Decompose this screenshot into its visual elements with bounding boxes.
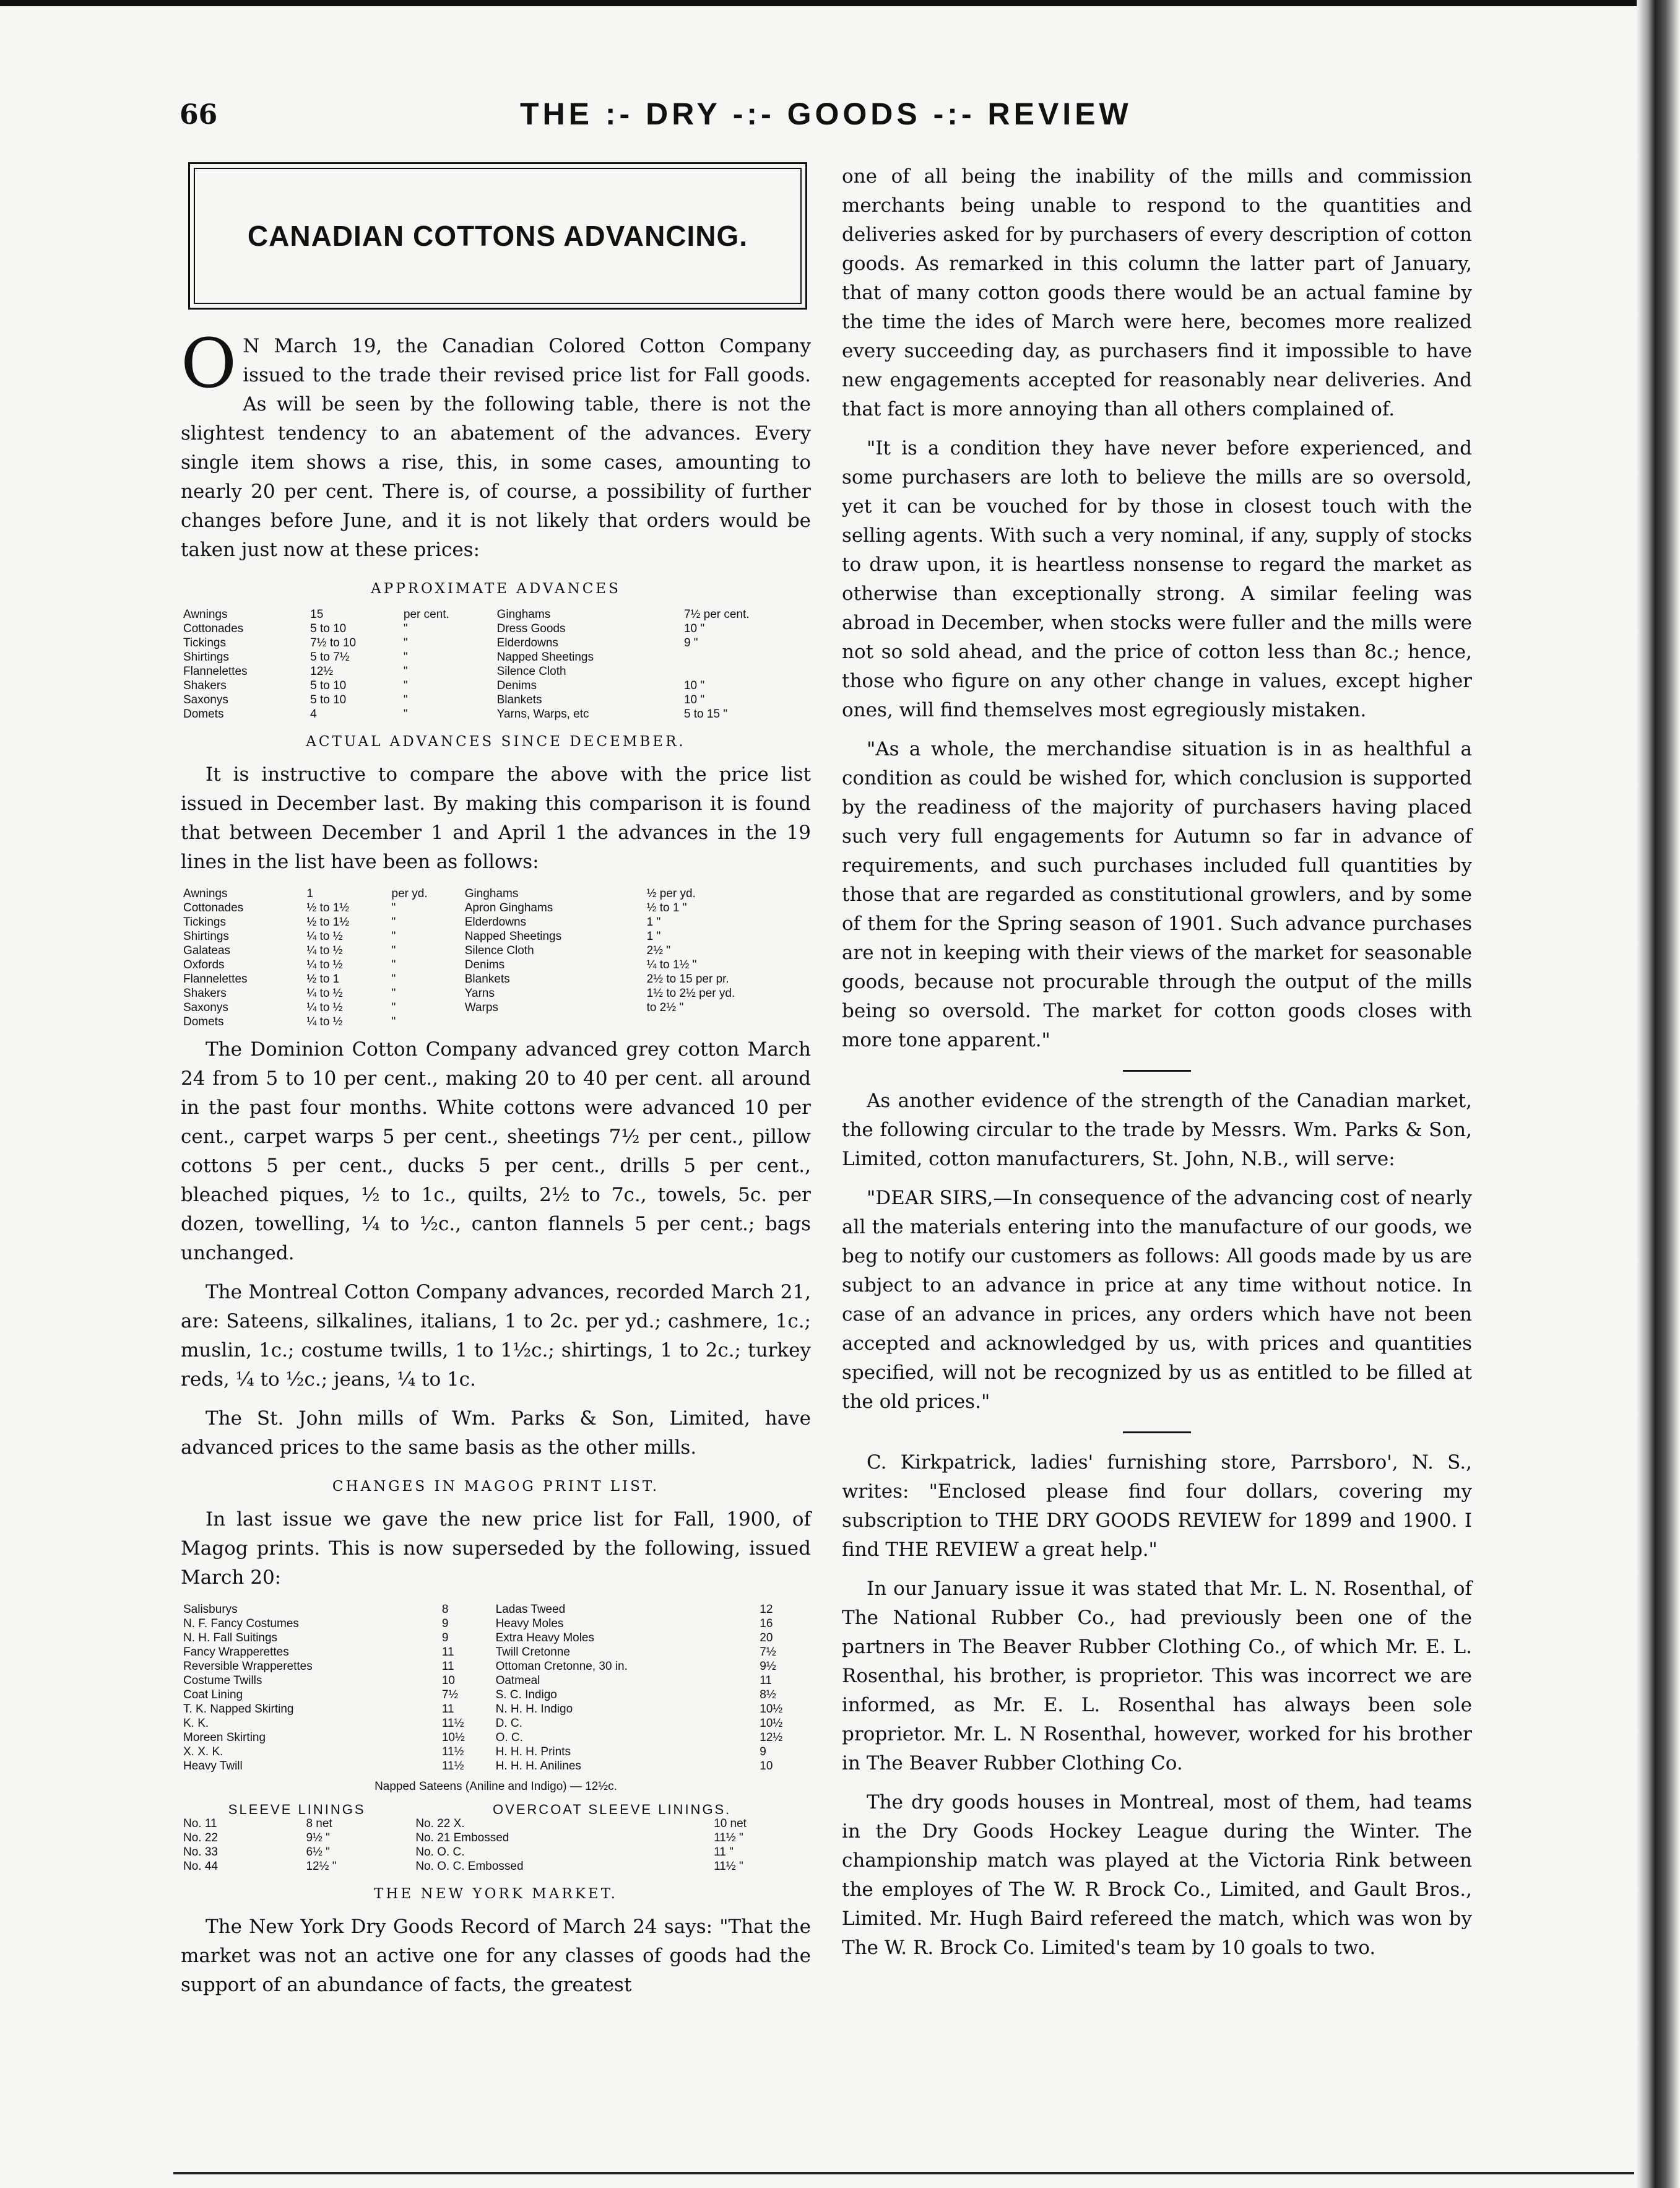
table-cell: N. H. Fall Suitings <box>183 1631 278 1644</box>
table-cell: No. 22 X. <box>415 1817 465 1830</box>
table-row <box>181 1845 811 1859</box>
table-cell: Denims <box>496 679 537 692</box>
running-title: THE :- DRY -:- GOODS -:- REVIEW <box>520 97 1132 131</box>
table-cell: Blankets <box>496 693 542 706</box>
table-cell: 1 <box>306 887 313 900</box>
table-cell: 8 <box>441 1603 449 1616</box>
table-cell: 1½ to 2½ per yd. <box>646 987 735 1000</box>
table-cell: Galateas <box>183 944 231 957</box>
table-cell: Heavy Twill <box>183 1760 243 1773</box>
table-cell: 5 to 10 <box>310 693 347 706</box>
table-cell: No. 33 <box>183 1846 218 1859</box>
table-cell: 11½ " <box>714 1860 743 1873</box>
table-cell: 1 " <box>646 916 661 929</box>
page-binding-edge <box>1637 0 1680 2188</box>
table-cell: Apron Ginghams <box>464 901 553 914</box>
approx-advances-heading: APPROXIMATE ADVANCES <box>371 581 621 597</box>
table-cell: No. O. C. Embossed <box>415 1860 524 1873</box>
table-cell: to 2½ " <box>646 1001 684 1014</box>
table-cell: 10 <box>760 1760 773 1773</box>
paragraph: C. Kirkpatrick, ladies' furnishing store, Parrsboro', N. S., writes: "Enclosed please find four dollars, covering my subscription to THE DRY GOODS REVIEW for 1899 and 1900. I find THE REVIEW a great help." <box>842 1451 1472 1561</box>
approx-advances-table <box>181 607 811 721</box>
table-row <box>181 693 811 707</box>
table-row <box>181 986 811 1001</box>
table-cell: No. 21 Embossed <box>415 1831 509 1844</box>
actual-advances-heading: ACTUAL ADVANCES SINCE DECEMBER. <box>306 734 686 750</box>
table-cell: 11 " <box>714 1846 734 1859</box>
table-cell: 11 <box>760 1674 772 1687</box>
table-row <box>181 1617 811 1631</box>
table-row <box>181 1831 811 1845</box>
table-cell: Cottonades <box>183 901 244 914</box>
table-cell: 10 " <box>683 693 705 706</box>
table-cell: No. 44 <box>183 1860 218 1873</box>
page-number: 66 <box>180 99 218 131</box>
table-cell: per yd. <box>391 887 428 900</box>
table-row <box>181 1716 811 1730</box>
table-cell: 7½ to 10 <box>310 636 357 649</box>
table-cell: 9½ <box>760 1660 776 1673</box>
table-cell: 9 " <box>683 636 698 649</box>
table-cell: ¼ to ½ <box>306 930 343 943</box>
table-cell: Awnings <box>183 608 228 621</box>
table-cell: O. C. <box>495 1731 523 1744</box>
table-cell: " <box>403 708 408 721</box>
table-cell: Elderdowns <box>496 636 558 649</box>
bottom-rule <box>173 2172 1634 2174</box>
table-cell: 12½ <box>760 1731 783 1744</box>
table-cell: T. K. Napped Skirting <box>183 1703 294 1716</box>
table-cell: ¼ to 1½ " <box>646 958 697 971</box>
headline-box <box>188 162 807 310</box>
table-row <box>181 1745 811 1759</box>
actual-advances-table <box>181 887 811 1029</box>
table-row <box>181 1602 811 1617</box>
table-cell: Costume Twills <box>183 1674 262 1687</box>
table-cell <box>462 1015 644 1029</box>
table-cell: " <box>391 930 396 943</box>
table-cell: Moreen Skirting <box>183 1731 266 1744</box>
table-cell: Reversible Wrapperettes <box>183 1660 313 1673</box>
table-row <box>181 636 811 650</box>
table-cell: ½ to 1 " <box>646 901 687 914</box>
table-cell: Napped Sheetings <box>464 930 562 943</box>
table-cell: 4 <box>310 708 317 721</box>
table-cell: 11½ <box>441 1745 464 1758</box>
table-cell: Denims <box>464 958 505 971</box>
table-row <box>181 915 811 929</box>
table-cell: Shakers <box>183 987 227 1000</box>
table-cell: Blankets <box>464 973 510 986</box>
table-cell: 10 net <box>714 1817 747 1830</box>
table-cell: 5 to 15 " <box>683 708 728 721</box>
table-cell: 10 " <box>683 622 705 635</box>
table-cell: 7½ <box>441 1688 459 1701</box>
right-column <box>842 162 1472 1973</box>
table-cell: H. H. H. Prints <box>495 1745 571 1758</box>
table-cell: Cottonades <box>183 622 244 635</box>
ny-market-heading: THE NEW YORK MARKET. <box>374 1886 618 1902</box>
table-cell: 10 <box>441 1674 455 1687</box>
table-row <box>181 1859 811 1873</box>
table-row <box>181 664 811 679</box>
table-cell: 11 <box>441 1660 454 1673</box>
table-cell: Fancy Wrapperettes <box>183 1646 289 1659</box>
table-row <box>181 707 811 721</box>
table-row <box>181 1001 811 1015</box>
table-cell: 6½ " <box>306 1846 330 1859</box>
paragraph: The Montreal Cotton Company advances, recorded March 21, are: Sateens, silkalines, italians, 1 to 2c. per yd.; cashmere, 1c.; muslin, 1c.; costume twills, 1 to 1½c.; shirtings, 1 to 2c.; turkey reds, ¼ to ½c.; jeans, ¼ to 1c. <box>181 1281 811 1391</box>
table-row <box>181 944 811 958</box>
table-cell: 2½ " <box>646 944 671 957</box>
paragraph: The New York Dry Goods Record of March 24 says: "That the market was not an active one for any classes of goods had the support of an abundance of facts, the greatest <box>181 1916 811 1996</box>
paragraph: one of all being the inability of the mills and commission merchants being unable to respond to the quantities and deliveries asked for by purchasers of every description of cotton goods. As remarked in this column the latter part of January, that of many cotton goods there would be an actual famine by the time the ides of March were here, becomes more realized every succeeding day, as purchasers find it impossible to have new engagements accepted for reasonably near deliveries. And that fact is more annoying than all others complained of. <box>842 165 1472 420</box>
table-cell: 7½ per cent. <box>683 608 750 621</box>
table-cell <box>644 1015 811 1029</box>
table-cell: Yarns <box>464 987 495 1000</box>
table-cell: " <box>391 987 396 1000</box>
table-cell: Oatmeal <box>495 1674 540 1687</box>
paragraph: "It is a condition they have never before experienced, and some purchasers are loth to believe the mills are so oversold, yet it can be vouched for by those in closest touch with the selling agents. With such a very nominal, if any, supply of stocks to draw upon, it is heartless nonsense to regard the market as otherwise than exceptionally strong. A similar feeling was abroad in December, when stocks were fuller and the mills were not so sold ahead, and the price of cotton less than 8c.; hence, those who figure on any other change in values, except higher ones, will find themselves most egregiously mistaken. <box>842 437 1472 721</box>
table-cell: No. O. C. <box>415 1846 465 1859</box>
table-cell: ¼ to ½ <box>306 1001 343 1014</box>
table-cell: 15 <box>310 608 324 621</box>
magog-heading: CHANGES IN MAGOG PRINT LIST. <box>332 1478 660 1495</box>
table-cell: Dress Goods <box>496 622 566 635</box>
table-cell: ½ to 1½ <box>306 901 350 914</box>
table-cell: 12 <box>760 1603 773 1616</box>
table-cell: " <box>391 1001 396 1014</box>
table-cell: 1 " <box>646 930 661 943</box>
top-border <box>0 0 1680 6</box>
table-cell: " <box>391 973 396 986</box>
table-row <box>181 650 811 664</box>
table-cell: Silence Cloth <box>496 665 566 678</box>
paragraph: The Dominion Cotton Company advanced grey cotton March 24 from 5 to 10 per cent., making 20 to 40 per cent. all around in the past four months. White cottons were advanced 10 per cent., carpet warps 5 per cent., sheetings 7½ per cent., pillow cottons 5 per cent., ducks 5 per cent., drills 5 per cent., bleached piques, ½ to 1c., quilts, 2½ to 7c., towels, 5c. per dozen, towelling, ¼ to ½c., canton flannels 5 per cent.; bags unchanged. <box>181 1038 811 1264</box>
table-cell: Oxfords <box>183 958 225 971</box>
sleeve-linings-table <box>181 1802 811 1873</box>
table-cell: " <box>391 944 396 957</box>
table-cell: 9½ " <box>306 1831 330 1844</box>
overcoat-heading: OVERCOAT SLEEVE LININGS. <box>492 1802 732 1817</box>
table-cell: ½ to 1½ <box>306 916 350 929</box>
table-cell: Saxonys <box>183 1001 228 1014</box>
table-cell: 5 to 10 <box>310 679 347 692</box>
headline: CANADIAN COTTONS ADVANCING. <box>247 220 748 252</box>
table-cell: per cent. <box>403 608 449 621</box>
table-cell: Extra Heavy Moles <box>495 1631 595 1644</box>
table-cell: " <box>391 901 396 914</box>
table-cell: " <box>391 958 396 971</box>
table-cell: 12½ <box>310 665 334 678</box>
table-row <box>181 972 811 986</box>
table-cell: " <box>403 636 408 649</box>
table-cell: 2½ to 15 per pr. <box>646 973 729 986</box>
table-row <box>181 622 811 636</box>
table-cell: Salisburys <box>183 1603 238 1616</box>
table-cell: ½ to 1 <box>306 973 340 986</box>
table-cell: Warps <box>464 1001 498 1014</box>
table-cell: 10 " <box>683 679 705 692</box>
table-cell: Domets <box>183 1015 224 1028</box>
paragraph: In last issue we gave the new price list for Fall, 1900, of Magog prints. This is now superseded by the following, issued March 20: <box>181 1508 811 1589</box>
table-cell: N. F. Fancy Costumes <box>183 1617 299 1630</box>
table-cell: S. C. Indigo <box>495 1688 557 1701</box>
table-row <box>181 1645 811 1659</box>
table-cell: Shirtings <box>183 930 229 943</box>
table-row <box>181 1631 811 1645</box>
table-row <box>181 1688 811 1702</box>
table-cell: K. K. <box>183 1717 209 1730</box>
table-cell: 10½ <box>441 1731 465 1744</box>
table-cell: Silence Cloth <box>464 944 534 957</box>
table-cell: N. H. H. Indigo <box>495 1703 573 1716</box>
table-cell: " <box>403 651 408 664</box>
paragraph: "As a whole, the merchandise situation is in as healthful a condition as could be wished for, which conclusion is supported by the readiness of the majority of purchasers having placed such very full engagements for Autumn so far in advance of requirements, and such purchases included full quantities by those that are regarded as constitutional growlers, and by some of them for the Spring season of 1901. Such advance purchases are not in keeping with their views of the market for seasonable goods, because not procurable through the output of the mills being so oversold. The market for cotton goods closes with more tone apparent." <box>842 738 1472 1051</box>
paragraph: "DEAR SIRS,—In consequence of the advancing cost of nearly all the materials entering into the manufacture of our goods, we beg to notify our customers as follows: All goods made by us are subject to an advance in price at any time without notice. In case of an advance in prices, any orders which have not been accepted and acknowledged by us, with prices and quantities specified, will not be recognized by us as entitled to be filled at the old prices." <box>842 1187 1472 1413</box>
table-cell: 16 <box>760 1617 773 1630</box>
table-cell: " <box>391 1015 396 1028</box>
table-cell <box>682 664 811 679</box>
table-cell: No. 11 <box>183 1817 217 1830</box>
table-cell: " <box>391 916 396 929</box>
table-cell: 10½ <box>760 1717 783 1730</box>
table-cell: 8 net <box>306 1817 332 1830</box>
intro-paragraph: O N March 19, the Canadian Colored Cotton Company issued to the trade their revised price list for Fall goods. As will be seen by the following table, there is not the slightest tendency to an abatement of the advances. Every single item shows a rise, this, in some cases, amounting to nearly 20 per cent. There is, of course, a possibility of further changes before June, and it is not likely that orders would be taken just now at these prices: <box>181 324 811 561</box>
magog-note: Napped Sateens (Aniline and Indigo) — 12½c. <box>375 1780 617 1793</box>
paragraph: The dry goods houses in Montreal, most of them, had teams in the Dry Goods Hockey League during the Winter. The championship match was played at the Victoria Rink between the employes of The W. R Brock Co., Limited, and Gault Bros., Limited. Mr. Hugh Baird refereed the match, which was won by The W. R. Brock Co. Limited's team by 10 goals to two. <box>842 1791 1472 1959</box>
table-cell: 5 to 7½ <box>310 651 350 664</box>
table-row <box>181 901 811 915</box>
table-cell: 20 <box>760 1631 773 1644</box>
paragraph: It is instructive to compare the above with the price list issued in December last. By making this comparison it is found that between December 1 and April 1 the advances in the 19 lines in the list have been as follows: <box>181 763 811 873</box>
table-cell: " <box>403 665 408 678</box>
table-cell: Heavy Moles <box>495 1617 564 1630</box>
drop-cap: O <box>181 324 237 403</box>
table-cell: " <box>403 622 408 635</box>
table-cell: Flannelettes <box>183 665 248 678</box>
table-row <box>181 679 811 693</box>
table-cell: No. 22 <box>183 1831 218 1844</box>
table-cell: Domets <box>183 708 224 721</box>
table-cell: D. C. <box>495 1717 522 1730</box>
table-cell: Ginghams <box>496 608 551 621</box>
table-cell: Awnings <box>183 887 228 900</box>
table-cell: ½ per yd. <box>646 887 696 900</box>
table-cell: 11 <box>441 1646 454 1659</box>
table-row <box>181 1730 811 1745</box>
paragraph: The St. John mills of Wm. Parks & Son, Limited, have advanced prices to the same basis as the other mills. <box>181 1407 811 1459</box>
table-cell <box>682 650 811 664</box>
table-cell: 11 <box>441 1703 454 1716</box>
table-cell: 9 <box>760 1745 766 1758</box>
table-row <box>181 887 811 901</box>
table-row <box>181 1015 811 1029</box>
table-cell: X. X. K. <box>183 1745 223 1758</box>
table-cell: Saxonys <box>183 693 228 706</box>
table-cell: Elderdowns <box>464 916 527 929</box>
table-cell: Twill Cretonne <box>495 1646 570 1659</box>
table-row <box>181 1702 811 1716</box>
table-cell: 11½ " <box>714 1831 743 1844</box>
table-cell: ¼ to ½ <box>306 944 343 957</box>
table-cell: 8½ <box>760 1688 776 1701</box>
table-cell: " <box>403 679 408 692</box>
table-cell: Ottoman Cretonne, 30 in. <box>495 1660 628 1673</box>
table-cell: Ginghams <box>464 887 519 900</box>
table-cell: 11½ <box>441 1717 464 1730</box>
table-cell: 10½ <box>760 1703 783 1716</box>
table-cell: 5 to 10 <box>310 622 347 635</box>
table-row <box>181 1659 811 1674</box>
table-cell: 9 <box>441 1617 449 1630</box>
table-row <box>181 1817 811 1831</box>
table-row <box>181 958 811 972</box>
table-cell: Coat Lining <box>183 1688 243 1701</box>
table-cell: 9 <box>441 1631 449 1644</box>
left-column <box>181 324 811 2010</box>
table-cell: ¼ to ½ <box>306 958 343 971</box>
table-row <box>181 929 811 944</box>
table-row <box>181 1674 811 1688</box>
table-cell: Shirtings <box>183 651 229 664</box>
paragraph: As another evidence of the strength of the Canadian market, the following circular to the trade by Messrs. Wm. Parks & Son, Limited, cotton manufacturers, St. John, N.B., will serve: <box>842 1090 1472 1170</box>
table-cell: Yarns, Warps, etc <box>496 708 589 721</box>
table-cell: Tickings <box>183 916 226 929</box>
sleeve-heading: SLEEVE LININGS <box>228 1802 366 1817</box>
table-cell: 12½ " <box>306 1860 337 1873</box>
table-cell: ¼ to ½ <box>306 987 343 1000</box>
table-cell: Napped Sheetings <box>496 651 594 664</box>
table-cell: Ladas Tweed <box>495 1603 566 1616</box>
table-cell: Flannelettes <box>183 973 248 986</box>
table-cell: H. H. H. Anilines <box>495 1760 581 1773</box>
table-cell: Shakers <box>183 679 227 692</box>
table-cell: Tickings <box>183 636 226 649</box>
divider <box>1123 1431 1191 1433</box>
table-cell: ¼ to ½ <box>306 1015 343 1028</box>
divider <box>1123 1070 1191 1072</box>
table-row <box>181 1759 811 1773</box>
magog-price-table <box>181 1602 811 1773</box>
table-cell: 7½ <box>760 1646 776 1659</box>
table-cell: " <box>403 693 408 706</box>
table-cell: 11½ <box>441 1760 464 1773</box>
table-row <box>181 607 811 622</box>
paragraph: In our January issue it was stated that Mr. L. N. Rosenthal, of The National Rubber Co., had previously been one of the partners in The Beaver Rubber Clothing Co., of which Mr. E. L. Rosenthal, his brother, is proprietor. This was incorrect we are informed, as Mr. E. L. Rosenthal has always been sole proprietor. Mr. L. N Rosenthal, however, worked for his brother in The Beaver Rubber Clothing Co. <box>842 1578 1472 1774</box>
